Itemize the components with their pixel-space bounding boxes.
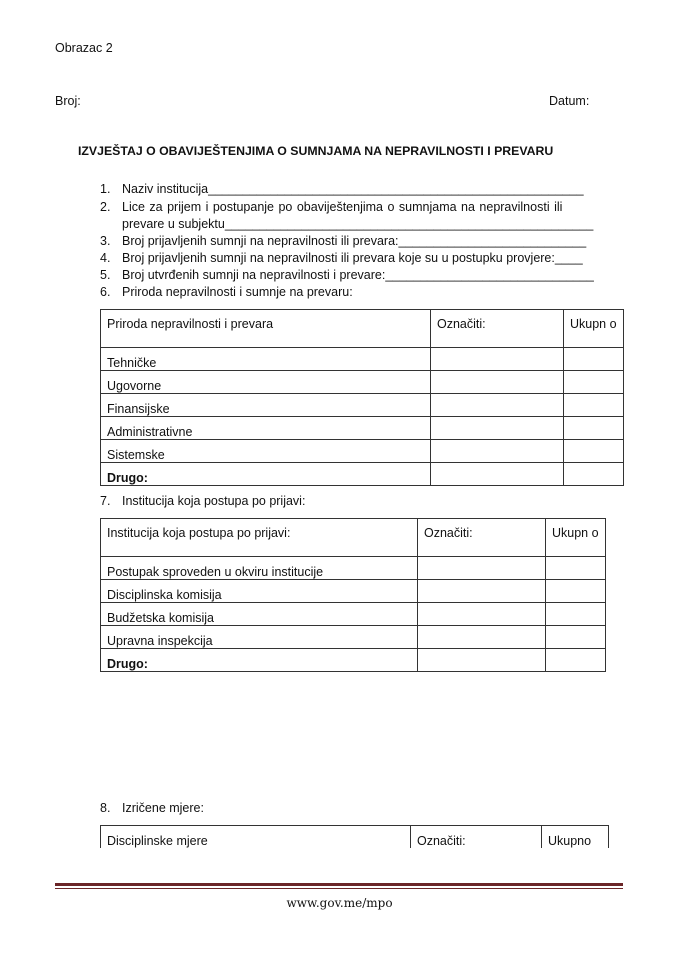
footer-url: www.gov.me/mpo (286, 896, 393, 910)
table-row (101, 603, 606, 626)
row-label: Tehničke (101, 348, 431, 371)
total-cell[interactable] (564, 394, 624, 417)
table-row (101, 348, 624, 371)
row-label: Budžetska komisija (101, 603, 418, 626)
row-label: Administrativne (101, 417, 431, 440)
header-cell: Ukupno (542, 826, 609, 849)
table-row (101, 580, 606, 603)
mark-cell[interactable] (431, 348, 564, 371)
row-label: Ugovorne (101, 371, 431, 394)
total-cell[interactable] (564, 417, 624, 440)
table-header-row (101, 519, 606, 557)
nature-table (100, 309, 624, 486)
item-text: Lice za prijem i postupanje po obaviještenjima o sumnjama na nepravilnosti ili (122, 200, 563, 214)
item-text: Institucija koja postupa po prijavi: (122, 494, 306, 508)
measures-table (100, 825, 609, 848)
row-label: Disciplinska komisija (101, 580, 418, 603)
row-label: Drugo: (101, 463, 431, 486)
mark-cell[interactable] (431, 417, 564, 440)
header-cell: Označiti: (411, 826, 542, 849)
item-number: 4. (100, 251, 111, 265)
total-cell[interactable] (546, 603, 606, 626)
mark-cell[interactable] (431, 463, 564, 486)
row-label: Upravna inspekcija (101, 626, 418, 649)
total-cell[interactable] (546, 557, 606, 580)
item-number: 2. (100, 200, 111, 214)
datum-label: Datum: (549, 94, 590, 108)
form-label: Obrazac 2 (55, 41, 113, 55)
total-cell[interactable] (546, 649, 606, 672)
table-row (101, 417, 624, 440)
row-label: Sistemske (101, 440, 431, 463)
table-row (101, 394, 624, 417)
item-text-continued: prevare u subjektu_____________________________________________________ (122, 217, 594, 231)
item-text: Naziv institucija______________________________________________________ (122, 182, 584, 196)
table-row (101, 371, 624, 394)
mark-cell[interactable] (431, 440, 564, 463)
header-cell: Ukupn o (546, 519, 606, 557)
total-cell[interactable] (546, 580, 606, 603)
item-number: 7. (100, 494, 111, 508)
total-cell[interactable] (546, 626, 606, 649)
footer-rule (55, 883, 623, 886)
row-label: Postupak sproveden u okviru institucije (101, 557, 418, 580)
table-row (101, 463, 624, 486)
table-row (101, 557, 606, 580)
header-cell: Disciplinske mjere (101, 826, 411, 849)
table-row (101, 626, 606, 649)
item-text: Priroda nepravilnosti i sumnje na prevaru: (122, 285, 353, 299)
broj-label: Broj: (55, 94, 81, 108)
header-cell: Priroda nepravilnosti i prevara (101, 310, 431, 348)
item-number: 3. (100, 234, 111, 248)
mark-cell[interactable] (431, 371, 564, 394)
mark-cell[interactable] (418, 626, 546, 649)
row-label: Drugo: (101, 649, 418, 672)
header-cell: Ukupn o (564, 310, 624, 348)
header-cell: Označiti: (431, 310, 564, 348)
header-cell: Institucija koja postupa po prijavi: (101, 519, 418, 557)
institution-table (100, 518, 606, 672)
footer-rule-thin (55, 888, 623, 889)
item-number: 1. (100, 182, 111, 196)
table-row (101, 649, 606, 672)
item-text: Broj utvrđenih sumnji na nepravilnosti i prevare:______________________________ (122, 268, 594, 282)
table-row (101, 440, 624, 463)
mark-cell[interactable] (418, 649, 546, 672)
item-number: 5. (100, 268, 111, 282)
total-cell[interactable] (564, 348, 624, 371)
item-number: 6. (100, 285, 111, 299)
item-text: Broj prijavljenih sumnji na nepravilnosti ili prevara koje su u postupku provjere:____ (122, 251, 583, 265)
item-text: Broj prijavljenih sumnji na nepravilnosti ili prevara:___________________________ (122, 234, 587, 248)
row-label: Finansijske (101, 394, 431, 417)
mark-cell[interactable] (418, 580, 546, 603)
header-cell: Označiti: (418, 519, 546, 557)
total-cell[interactable] (564, 371, 624, 394)
table-header-row (101, 826, 609, 849)
total-cell[interactable] (564, 463, 624, 486)
item-text: Izričene mjere: (122, 801, 204, 815)
mark-cell[interactable] (418, 557, 546, 580)
mark-cell[interactable] (431, 394, 564, 417)
item-number: 8. (100, 801, 111, 815)
table-header-row (101, 310, 624, 348)
document-title: IZVJEŠTAJ O OBAVIJEŠTENJIMA O SUMNJAMA NA NEPRAVILNOSTI I PREVARU (78, 144, 554, 158)
total-cell[interactable] (564, 440, 624, 463)
mark-cell[interactable] (418, 603, 546, 626)
